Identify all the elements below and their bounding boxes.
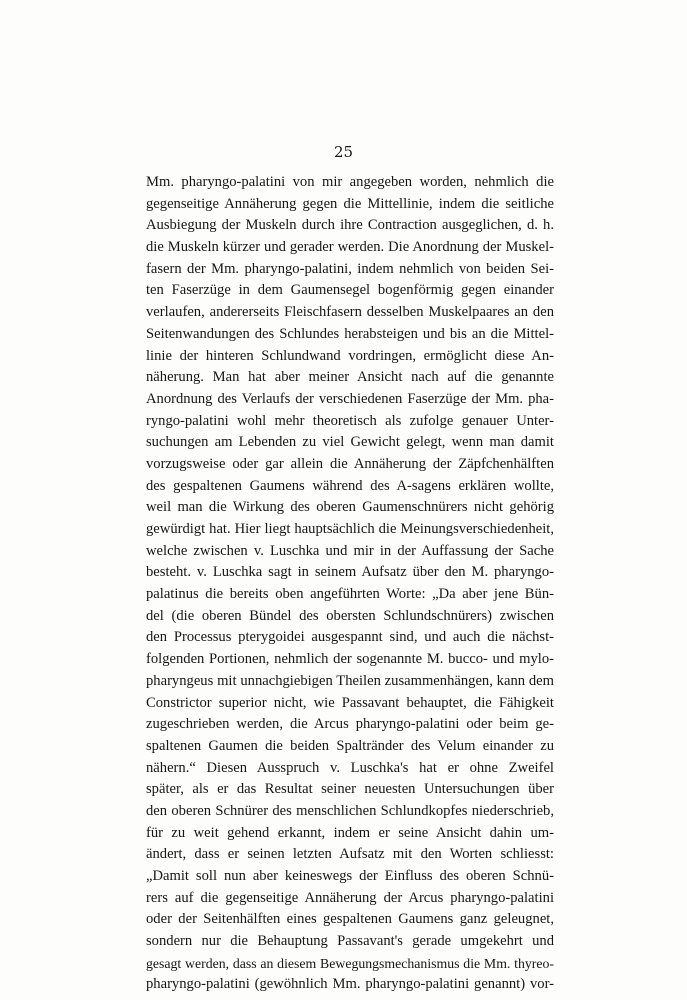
text-line: sondern nur die Behauptung Passavant's gerade umgekehrt und — [146, 933, 554, 950]
text-line: pharyngo-palatini (gewöhnlich Mm. pharyngo-palatini genannt) vor- — [146, 976, 554, 993]
text-line: gewürdigt hat. Hier liegt hauptsächlich die Meinungsverschiedenheit, — [146, 521, 554, 537]
text-line: den oberen Schnürer des menschlichen Schlundkopfes niederschrieb, — [146, 802, 554, 819]
text-line: weil man die Wirkung des oberen Gaumenschnürers nicht gehörig — [146, 499, 554, 516]
text-line: pharyngeus mit unnachgiebigen Theilen zusammenhängen, kann dem — [146, 672, 554, 689]
text-line: zugeschrieben werden, die Arcus pharyngo-palatini oder beim ge- — [146, 716, 554, 733]
text-line: suchungen am Lebenden zu viel Gewicht gelegt, wenn man damit — [146, 434, 554, 451]
text-line: palatinus die bereits oben angeführten Worte: „Da aber jene Bün- — [146, 586, 554, 603]
text-line: besteht. v. Luschka sagt in seinem Aufsatz über den M. pharyngo- — [146, 564, 554, 581]
body-text — [146, 172, 554, 996]
text-line: ändert, dass er seinen letzten Aufsatz mit den Worten schliesst: — [146, 846, 554, 863]
text-line: rers auf die gegenseitige Annäherung der Arcus pharyngo-palatini — [146, 889, 554, 906]
text-line: welche zwischen v. Luschka und mir in der Auffassung der Sache — [146, 542, 554, 559]
text-line: folgenden Portionen, nehmlich der sogenannte M. bucco- und mylo- — [146, 651, 554, 668]
text-line: spaltenen Gaumen die beiden Spaltränder des Velum einander zu — [146, 737, 554, 754]
text-line: ryngo-palatini wohl mehr theoretisch als zufolge genauer Unter- — [146, 412, 554, 429]
text-line: näherung. Man hat aber meiner Ansicht nach auf die genannte — [146, 369, 554, 386]
text-line: gesagt werden, dass an diesem Bewegungsmechanismus die Mm. thyreo- — [146, 955, 554, 971]
text-line: den Processus pterygoidei ausgespannt sind, und auch die nächst- — [146, 629, 554, 646]
text-line: Ausbiegung der Muskeln durch ihre Contraction ausgeglichen, d. h. — [146, 217, 554, 234]
text-line: linie der hinteren Schlundwand vordringen, ermöglicht diese An- — [146, 347, 554, 364]
text-line: del (die oberen Bündel des obersten Schlundschnürers) zwischen — [146, 607, 554, 624]
text-line: Anordnung des Verlaufs der verschiedenen Faserzüge der Mm. pha- — [146, 390, 554, 407]
text-line: die Muskeln kürzer und gerader werden. Die Anordnung der Muskel- — [146, 239, 554, 256]
text-line: Mm. pharyngo-palatini von mir angegeben worden, nehmlich die — [146, 174, 554, 190]
text-line: nähern.“ Diesen Ausspruch v. Luschka's hat er ohne Zweifel — [146, 759, 554, 776]
text-line: Seitenwandungen des Schlundes herabsteigen und bis an die Mittel- — [146, 325, 554, 342]
text-line: des gespaltenen Gaumens während des A-sagens erklären wollte, — [146, 477, 554, 494]
text-line: ten Faserzüge in dem Gaumensegel bogenförmig gegen einander — [146, 282, 554, 299]
text-line: fasern der Mm. pharyngo-palatini, indem nehmlich von beiden Sei- — [146, 260, 554, 277]
text-line: Constrictor superior nicht, wie Passavant behauptet, die Fähigkeit — [146, 694, 554, 711]
text-line: „Damit soll nun aber keineswegs der Einfluss des oberen Schnü- — [146, 868, 554, 884]
text-line: verlaufen, andererseits Fleischfasern desselben Muskelpaares an den — [146, 304, 554, 321]
text-line: später, als er das Resultat seiner neuesten Untersuchungen über — [146, 781, 554, 798]
text-line: vorzugsweise oder gar allein die Annäherung der Zäpfchenhälften — [146, 455, 554, 472]
text-line: für zu weit gehend erkannt, indem er seine Ansicht dahin um- — [146, 824, 554, 841]
page-number: 25 — [333, 143, 354, 161]
text-line: gegenseitige Annäherung gegen die Mittellinie, indem die seitliche — [146, 195, 554, 212]
text-line: oder der Seitenhälften eines gespaltenen Gaumens ganz geleugnet, — [146, 911, 554, 928]
